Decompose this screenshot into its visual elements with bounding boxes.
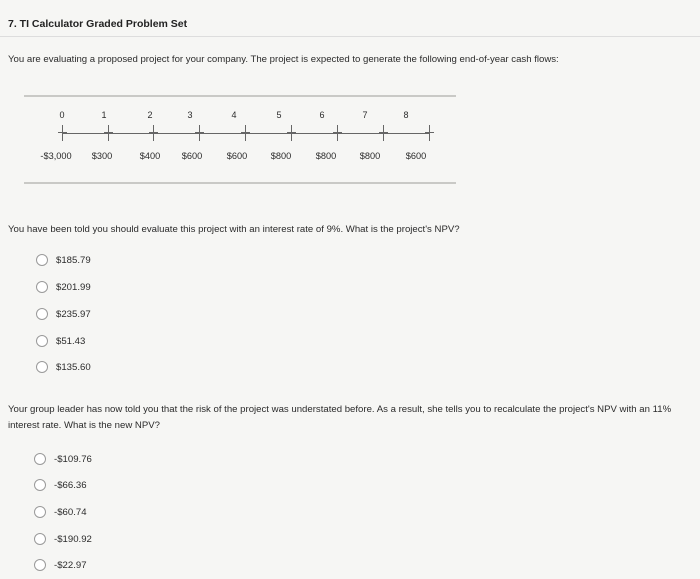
period-label: 6 bbox=[319, 110, 325, 120]
answer-label: $185.79 bbox=[56, 254, 91, 266]
timeline-tick bbox=[199, 125, 200, 141]
answer-option[interactable] bbox=[34, 559, 87, 571]
answer-option[interactable] bbox=[36, 254, 91, 266]
answer-label: -$60.74 bbox=[54, 506, 87, 518]
radio-button-icon[interactable] bbox=[34, 533, 46, 545]
period-label: 5 bbox=[276, 110, 282, 120]
cash-flow-label: $300 bbox=[91, 151, 113, 161]
answer-label: $201.99 bbox=[56, 281, 91, 293]
answer-label: $135.60 bbox=[56, 361, 91, 373]
answer-option[interactable] bbox=[36, 335, 85, 347]
timeline-tick bbox=[245, 125, 246, 141]
period-label: 4 bbox=[231, 110, 237, 120]
period-label: 7 bbox=[362, 110, 368, 120]
timeline-tick bbox=[153, 125, 154, 141]
answer-option[interactable] bbox=[34, 533, 92, 545]
question-2-text: Your group leader has now told you that the risk of the project was understated before. As a result, she tells you to recalculate the project's NPV with an 11% interest rate. What is the new NPV? bbox=[8, 404, 672, 431]
cash-flow-timeline bbox=[0, 0, 700, 200]
cash-flow-label: $600 bbox=[405, 151, 427, 161]
answer-label: $51.43 bbox=[56, 335, 86, 347]
timeline-tick bbox=[291, 125, 292, 141]
radio-button-icon[interactable] bbox=[34, 506, 46, 518]
period-label: 2 bbox=[147, 110, 153, 120]
answer-label: -$22.97 bbox=[54, 559, 87, 571]
radio-button-icon[interactable] bbox=[36, 308, 48, 320]
radio-button-icon[interactable] bbox=[36, 254, 48, 266]
timeline-bottom-rule bbox=[24, 182, 456, 184]
radio-button-icon[interactable] bbox=[36, 335, 48, 347]
period-label: 8 bbox=[403, 110, 409, 120]
cash-flow-label: $400 bbox=[139, 151, 161, 161]
radio-button-icon[interactable] bbox=[36, 361, 48, 373]
answer-label: -$109.76 bbox=[54, 453, 92, 465]
answer-option[interactable] bbox=[34, 479, 87, 491]
cash-flow-label: $600 bbox=[181, 151, 203, 161]
cash-flow-label: $600 bbox=[226, 151, 248, 161]
radio-button-icon[interactable] bbox=[36, 281, 48, 293]
period-label: 0 bbox=[59, 110, 65, 120]
question-1-text: You have been told you should evaluate this project with an interest rate of 9%. What is the project's NPV? bbox=[8, 224, 460, 235]
cash-flow-label: $800 bbox=[359, 151, 381, 161]
timeline-tick bbox=[337, 125, 338, 141]
timeline-axis bbox=[62, 133, 430, 134]
timeline-tick bbox=[62, 125, 63, 141]
period-label: 1 bbox=[101, 110, 107, 120]
timeline-tick bbox=[108, 125, 109, 141]
radio-button-icon[interactable] bbox=[34, 479, 46, 491]
answer-option[interactable] bbox=[36, 281, 91, 293]
answer-option[interactable] bbox=[34, 453, 92, 465]
timeline-tick bbox=[429, 125, 430, 141]
timeline-tick bbox=[383, 125, 384, 141]
intro-text: You are evaluating a proposed project for your company. The project is expected to generate the following end-of-year cash flows: bbox=[8, 54, 559, 65]
radio-button-icon[interactable] bbox=[34, 453, 46, 465]
cash-flow-label: $800 bbox=[315, 151, 337, 161]
problem-title: 7. TI Calculator Graded Problem Set bbox=[8, 18, 188, 30]
answer-label: $235.97 bbox=[56, 308, 91, 320]
answer-option[interactable] bbox=[34, 506, 87, 518]
radio-button-icon[interactable] bbox=[34, 559, 46, 571]
period-label: 3 bbox=[187, 110, 193, 120]
answer-option[interactable] bbox=[36, 361, 91, 373]
answer-label: -$190.92 bbox=[54, 533, 92, 545]
cash-flow-label: $800 bbox=[270, 151, 292, 161]
answer-option[interactable] bbox=[36, 308, 91, 320]
answer-label: -$66.36 bbox=[54, 479, 87, 491]
cash-flow-label: -$3,000 bbox=[40, 151, 72, 161]
